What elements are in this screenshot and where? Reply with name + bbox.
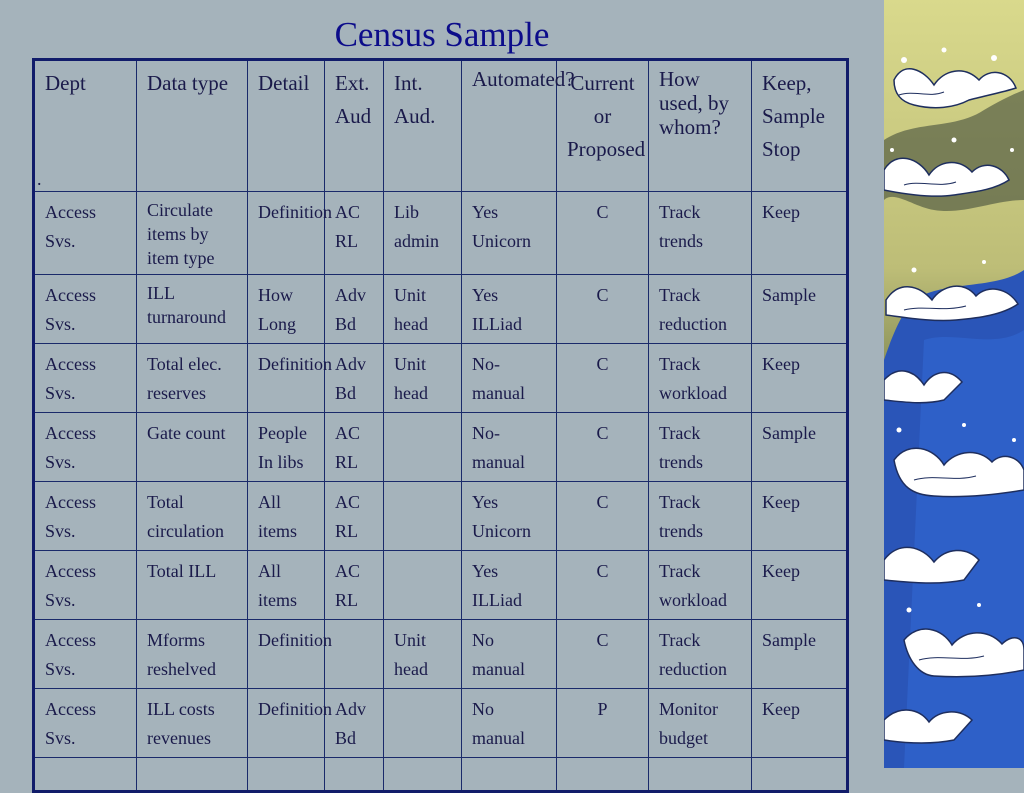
cell-data-type: ILL costs revenues [137, 689, 248, 758]
cell-use: Track trends [649, 413, 752, 482]
cell-automated: Yes Unicorn [462, 482, 557, 551]
table-row [34, 620, 848, 689]
cell-data-type: Gate count [137, 413, 248, 482]
table-row [34, 689, 848, 758]
cell-automated: No manual [462, 689, 557, 758]
cell-ext-aud: AC RL [325, 551, 384, 620]
cell-dept [34, 758, 137, 792]
cell-detail: All items [248, 551, 325, 620]
cell-use: Track workload [649, 551, 752, 620]
cell-automated: Yes ILLiad [462, 275, 557, 344]
cell-status: C [557, 192, 649, 275]
cell-int-aud [384, 689, 462, 758]
table-header-row [34, 60, 848, 192]
cell-use: Track trends [649, 192, 752, 275]
cell-ext-aud: Adv Bd [325, 689, 384, 758]
cell-keep: Sample [752, 275, 848, 344]
column-header-data-type: Data type [137, 60, 248, 192]
column-header-detail: Detail [248, 60, 325, 192]
cell-int-aud [384, 482, 462, 551]
column-header-ext-aud: Ext. Aud [325, 60, 384, 192]
column-header-automated: Automated? [462, 60, 557, 192]
table-row [34, 413, 848, 482]
column-header-keep-sample-stop: Keep, Sample Stop [752, 60, 848, 192]
census-table [32, 58, 849, 793]
cell-detail: How Long [248, 275, 325, 344]
cell-use: Monitor budget [649, 689, 752, 758]
cell-automated [462, 758, 557, 792]
cell-dept: Access Svs. [34, 344, 137, 413]
cell-dept: Access Svs. [34, 413, 137, 482]
cell-automated: No- manual [462, 344, 557, 413]
cell-detail: Definition [248, 689, 325, 758]
column-header-current-or-proposed: Current or Proposed [557, 60, 649, 192]
cell-keep: Keep [752, 192, 848, 275]
cell-detail [248, 758, 325, 792]
stray-mark: . [37, 169, 42, 189]
column-header-int-aud: Int. Aud. [384, 60, 462, 192]
cell-ext-aud [325, 620, 384, 689]
cell-int-aud: Lib admin [384, 192, 462, 275]
cell-data-type: Circulate items by item type [137, 192, 248, 275]
cell-dept: Access Svs. [34, 192, 137, 275]
cell-ext-aud: AC RL [325, 192, 384, 275]
cell-automated: No manual [462, 620, 557, 689]
cell-status: C [557, 344, 649, 413]
cell-data-type: Total circulation [137, 482, 248, 551]
cell-keep: Sample [752, 620, 848, 689]
cell-keep: Keep [752, 482, 848, 551]
table-row [34, 275, 848, 344]
cell-detail: People In libs [248, 413, 325, 482]
cell-data-type: Total ILL [137, 551, 248, 620]
cell-keep [752, 758, 848, 792]
cell-status: C [557, 551, 649, 620]
cell-detail: Definition [248, 192, 325, 275]
column-header-how-used: How used, by whom? [649, 60, 752, 192]
cell-int-aud: Unit head [384, 620, 462, 689]
wave-illustration [884, 0, 1024, 768]
cell-detail: All items [248, 482, 325, 551]
cell-dept: Access Svs. [34, 482, 137, 551]
cell-status: C [557, 482, 649, 551]
cell-automated: Yes Unicorn [462, 192, 557, 275]
cell-int-aud [384, 551, 462, 620]
cell-dept: Access Svs. [34, 275, 137, 344]
cell-detail: Definition [248, 344, 325, 413]
table-row [34, 758, 848, 792]
column-header-dept: Dept [34, 60, 137, 192]
cell-status: C [557, 620, 649, 689]
table-row [34, 482, 848, 551]
cell-use: Track workload [649, 344, 752, 413]
cell-use: Track reduction [649, 620, 752, 689]
cell-ext-aud: Adv Bd [325, 275, 384, 344]
cell-automated: Yes ILLiad [462, 551, 557, 620]
cell-keep: Keep [752, 689, 848, 758]
cell-data-type: ILL turnaround [137, 275, 248, 344]
table-row [34, 192, 848, 275]
cell-use: Track trends [649, 482, 752, 551]
cell-status: C [557, 413, 649, 482]
cell-dept: Access Svs. [34, 689, 137, 758]
cell-data-type: Total elec. reserves [137, 344, 248, 413]
cell-data-type: Mforms reshelved [137, 620, 248, 689]
cell-use: Track reduction [649, 275, 752, 344]
table-row [34, 551, 848, 620]
cell-int-aud: Unit head [384, 275, 462, 344]
cell-use [649, 758, 752, 792]
cell-status: C [557, 275, 649, 344]
cell-data-type [137, 758, 248, 792]
cell-status [557, 758, 649, 792]
table-row [34, 344, 848, 413]
cell-int-aud: Unit head [384, 344, 462, 413]
cell-keep: Keep [752, 551, 848, 620]
cell-dept: Access Svs. [34, 620, 137, 689]
cell-ext-aud: Adv Bd [325, 344, 384, 413]
cell-ext-aud: AC RL [325, 413, 384, 482]
cell-keep: Keep [752, 344, 848, 413]
cell-int-aud [384, 413, 462, 482]
cell-status: P [557, 689, 649, 758]
cell-ext-aud: AC RL [325, 482, 384, 551]
cell-keep: Sample [752, 413, 848, 482]
cell-dept: Access Svs. [34, 551, 137, 620]
cell-detail: Definition [248, 620, 325, 689]
slide-title: Census Sample [334, 15, 550, 54]
cell-ext-aud [325, 758, 384, 792]
cell-automated: No- manual [462, 413, 557, 482]
cell-int-aud [384, 758, 462, 792]
